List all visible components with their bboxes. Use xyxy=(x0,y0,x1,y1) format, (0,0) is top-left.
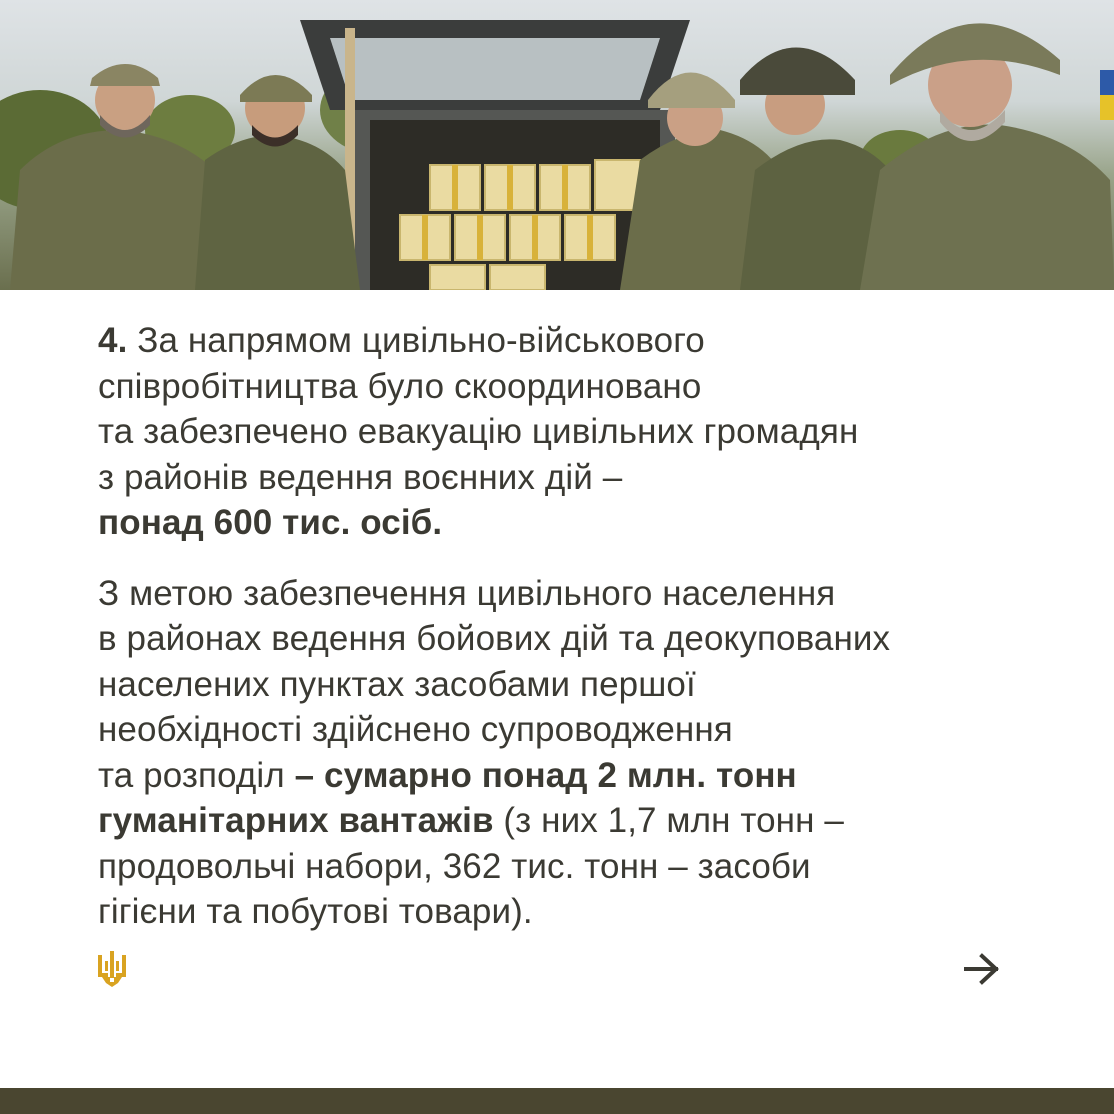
highlight-cargo-type: гуманітарних вантажів xyxy=(98,801,494,840)
text-line: та розподіл – сумарно понад 2 млн. тонн xyxy=(98,755,797,795)
header-photo xyxy=(0,0,1114,290)
highlight-total-cargo: – сумарно понад 2 млн. тонн xyxy=(294,755,797,795)
trident-icon xyxy=(96,951,128,987)
text-line: гігієни та побутові товари). xyxy=(98,892,533,931)
text-line: співробітництва було скоординовано xyxy=(98,366,702,406)
text-line: та забезпечено евакуацію цивільних громадян xyxy=(98,412,859,451)
text-line: гуманітарних вантажів (з них 1,7 млн тонн – xyxy=(98,801,844,840)
item-number: 4. xyxy=(98,321,128,360)
main-text xyxy=(98,318,1018,935)
text-line: необхідності здійснено супроводження xyxy=(98,710,733,749)
footer-bar xyxy=(0,1088,1114,1114)
arrow-right-icon[interactable] xyxy=(960,950,1002,988)
paragraph-evacuation xyxy=(98,318,1018,546)
text-line: населених пунктах засобами першої xyxy=(98,664,696,704)
highlight-total-evacuated: понад 600 тис. осіб. xyxy=(98,503,443,542)
text-line: продовольчі набори, 362 тис. тонн – засоби xyxy=(98,846,811,886)
text-line: з районів ведення воєнних дій – xyxy=(98,457,623,497)
text-line: З метою забезпечення цивільного населення xyxy=(98,573,836,613)
soldiers-photo-illustration xyxy=(0,0,1114,290)
paragraph-humanitarian xyxy=(98,571,1018,935)
text-line: в районах ведення бойових дій та деокупованих xyxy=(98,619,891,658)
text-line: 4. За напрямом цивільно-військового xyxy=(98,321,705,360)
text-line xyxy=(98,500,1018,546)
